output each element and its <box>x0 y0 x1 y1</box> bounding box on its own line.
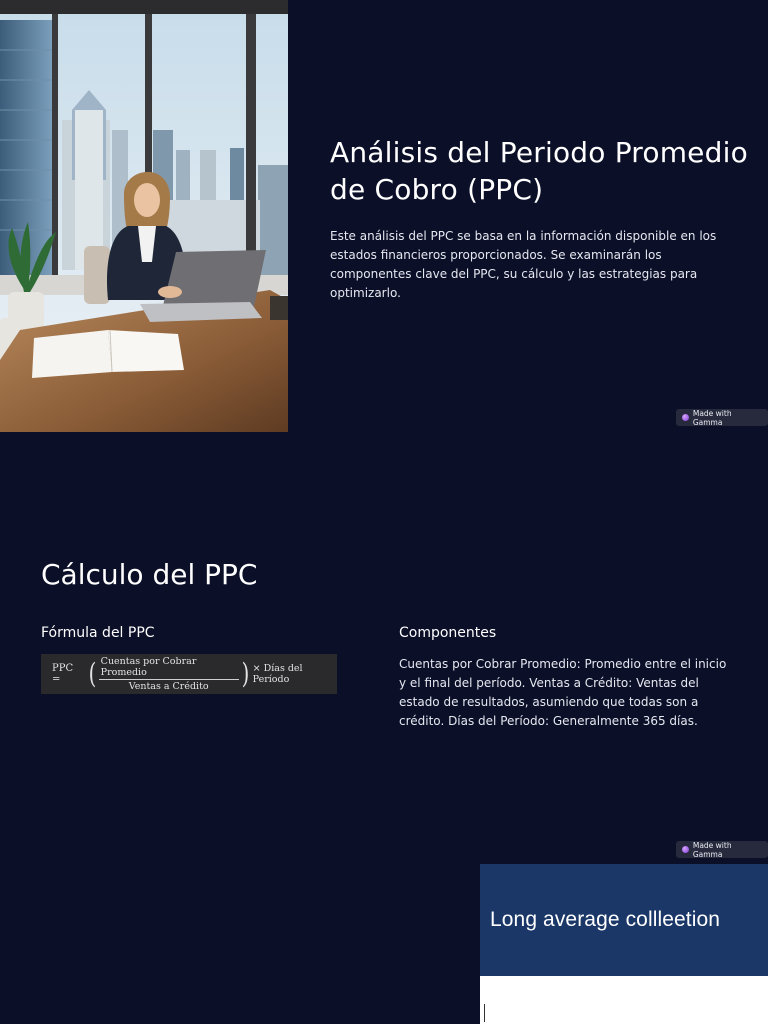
slide-collection <box>0 864 768 1024</box>
components-heading: Componentes <box>399 625 497 641</box>
collection-image <box>480 864 768 1024</box>
left-paren: ( <box>88 657 97 690</box>
right-paren: ) <box>241 657 249 690</box>
slide-calculation <box>0 432 768 864</box>
formula-lhs: PPC = <box>52 663 74 685</box>
intro-paragraph: Este análisis del PPC se basa en la información disponible en los estados financieros proporcionados. Se examinarán los componentes clave del PPC, su cálculo y las estrategias para optimizarlo. <box>330 229 717 300</box>
slide-intro <box>0 0 768 432</box>
components-paragraph: Cuentas por Cobrar Promedio: Promedio entre el inicio y el final del período. Ventas a Crédito: Ventas del estado de resultados, asumiendo que todas son a crédito. Días del Período: Generalmente 365 días. <box>399 657 727 728</box>
formula-fraction <box>99 656 239 692</box>
ppc-formula-image <box>41 654 337 694</box>
gamma-logo-icon <box>682 846 689 853</box>
text-cursor <box>484 1004 485 1022</box>
made-with-gamma-badge[interactable] <box>676 841 768 858</box>
badge-label: Made with Gamma <box>692 840 732 859</box>
slide-title: Análisis del Periodo Promedio de Cobro (PPC) <box>330 136 748 206</box>
slide-title: Cálculo del PPC <box>41 558 258 591</box>
office-photo <box>0 0 288 432</box>
made-with-gamma-badge[interactable] <box>676 409 768 426</box>
formula-tail: × Días del Período <box>252 663 303 685</box>
formula-denominator: Ventas a Crédito <box>128 681 209 692</box>
collection-banner: Long average collleetion <box>480 864 768 976</box>
formula-heading: Fórmula del PPC <box>41 625 155 641</box>
badge-label: Made with Gamma <box>692 408 732 427</box>
formula-numerator: Cuentas por Cobrar Promedio <box>99 656 239 680</box>
gamma-logo-icon <box>682 414 689 421</box>
